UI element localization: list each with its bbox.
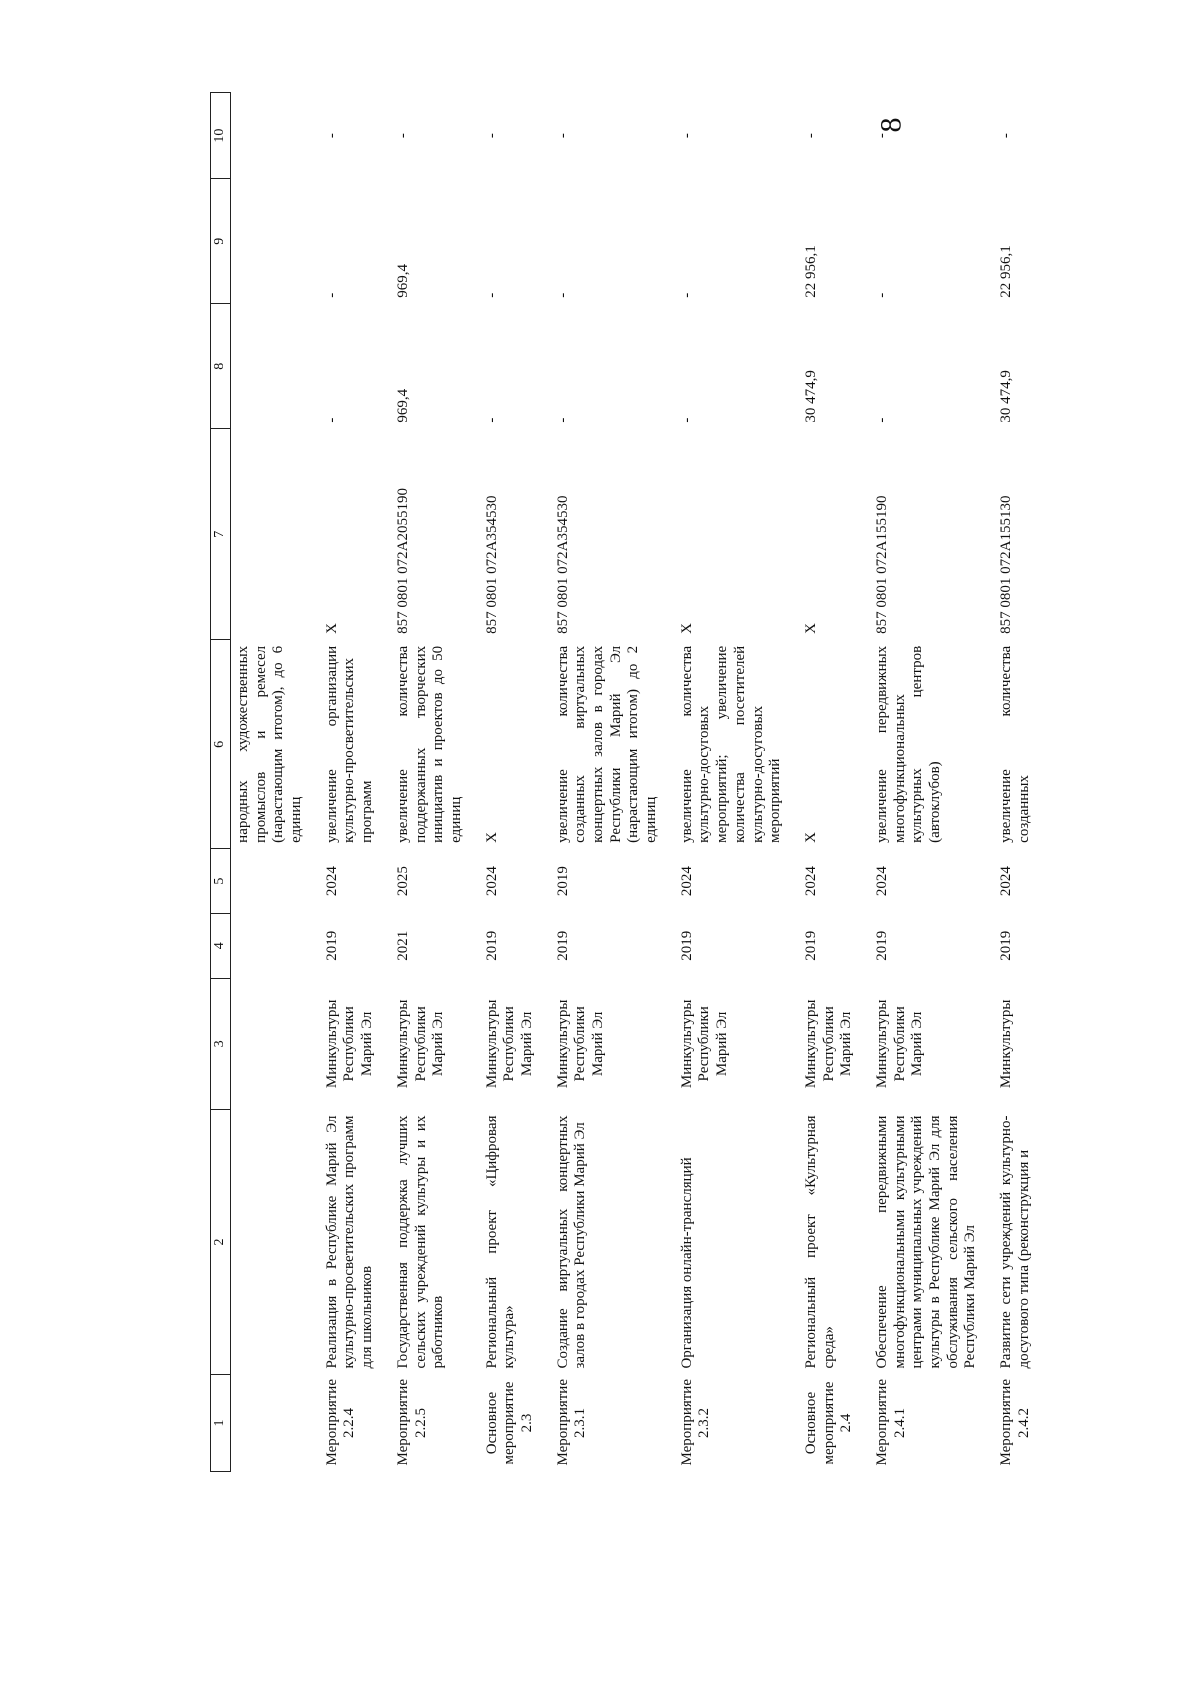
measure-number-cell: Мероприятие 2.3.2 (678, 1379, 713, 1466)
measure-number-cell: Основное мероприятие 2.4 (802, 1381, 855, 1465)
federal-budget-cell: - (678, 133, 695, 139)
start-year-cell: 2019 (802, 930, 819, 961)
federal-budget-cell: - (802, 133, 819, 139)
budget-classification-code-cell: 857 0801 072A155190 (873, 495, 890, 634)
total-financing-cell: - (678, 417, 695, 423)
federal-budget-cell (231, 93, 320, 179)
executor-cell: Минкультуры Республики Марий Эл (873, 999, 926, 1089)
federal-budget-cell: - (873, 133, 890, 139)
measure-number-cell: Мероприятие 2.4.2 (998, 1379, 1032, 1466)
end-year-cell: 2019 (554, 866, 571, 897)
budget-classification-code-cell: X (802, 622, 819, 634)
budget-classification-code-cell: X (323, 622, 340, 634)
start-year-cell (231, 913, 320, 978)
expected-result-cell: увеличение количества поддержанных творческих инициатив и проектов до 50 единиц (394, 645, 464, 843)
executor-cell: Минкультуры Республики Марий Эл (394, 999, 447, 1089)
executor-cell: Минкультуры Республики Марий Эл (678, 999, 731, 1089)
column-header: 3 (211, 978, 231, 1109)
table-row (675, 93, 799, 1472)
expected-result-cell: X (483, 831, 500, 843)
regional-budget-cell: - (678, 292, 695, 298)
program-measures-table (210, 92, 1047, 1472)
table-row (391, 93, 480, 1472)
program-measures-table-sheet (210, 92, 1032, 1472)
table-row (231, 93, 320, 1472)
start-year-cell: 2019 (873, 930, 890, 961)
expected-result-cell: увеличение количества созданных (998, 645, 1032, 843)
measure-name-cell: Государственная поддержка лучших сельских учреждений культуры и их работников (394, 1115, 447, 1369)
measure-number-cell: Мероприятие 2.4.1 (873, 1379, 908, 1466)
expected-result-cell: народных художественных промыслов и ремесел (нарастающим итогом), до 6 единиц (235, 645, 305, 843)
measure-number-cell: Мероприятие 2.2.4 (323, 1379, 358, 1466)
start-year-cell: 2019 (554, 930, 571, 961)
federal-budget-cell: - (394, 133, 411, 139)
measure-number-cell (231, 1375, 320, 1472)
start-year-cell: 2019 (678, 930, 695, 961)
budget-classification-code-cell: 857 0801 072A354530 (483, 495, 500, 634)
total-financing-cell: 969,4 (394, 388, 411, 423)
measure-name-cell: Развитие сети учреждений культурно-досугового типа (реконструкция и (998, 1115, 1032, 1369)
regional-budget-cell: - (554, 292, 571, 298)
budget-classification-code-cell: 857 0801 072A155130 (998, 495, 1015, 634)
executor-cell: Минкультуры (998, 999, 1015, 1089)
measure-name-cell: Обеспечение передвижными многофункциональными культурными центрами муниципальных учреждений культуры в Республике Марий Эл для обслуживания сельского населения Республики Марий Эл (873, 1115, 979, 1369)
executor-cell: Минкультуры Республики Марий Эл (483, 999, 535, 1089)
page-number: 8 (874, 117, 908, 133)
total-financing-cell: 30 474,9 (998, 370, 1015, 423)
column-header: 6 (211, 640, 231, 849)
measure-name-cell: Региональный проект «Цифровая культура» (483, 1115, 518, 1369)
expected-result-cell: увеличение количества культурно-досуговых мероприятий; увеличение количества посетителей культурно-досуговых мероприятий (678, 645, 784, 843)
column-header: 5 (211, 849, 231, 914)
measure-name-cell: Создание виртуальных концертных залов в городах Республики Марий Эл (554, 1115, 589, 1369)
expected-result-cell: X (802, 831, 819, 843)
table-body (231, 93, 1048, 1472)
regional-budget-cell: - (873, 292, 890, 298)
executor-cell: Минкультуры Республики Марий Эл (802, 999, 855, 1089)
total-financing-cell: - (323, 417, 340, 423)
executor-cell: Минкультуры Республики Марий Эл (554, 999, 606, 1089)
column-header: 4 (211, 913, 231, 978)
expected-result-cell: увеличение передвижных многофункциональных культурных центров (автоклубов) (873, 645, 943, 843)
budget-classification-code-cell: 857 0801 072A354530 (554, 495, 571, 634)
expected-result-cell: увеличение организации культурно-просветительских программ (323, 645, 376, 843)
table-row (994, 93, 1047, 1472)
budget-classification-code-cell: 857 0801 072A2055190 (394, 487, 411, 634)
start-year-cell: 2021 (394, 930, 411, 961)
measure-name-cell: Организация онлайн-трансляций (678, 1157, 695, 1369)
regional-budget-cell: - (323, 292, 340, 298)
regional-budget-cell: 22 956,1 (998, 245, 1015, 298)
total-financing-cell: - (483, 417, 500, 423)
column-header: 1 (211, 1375, 231, 1472)
column-number-header-row (211, 93, 231, 1472)
budget-classification-code-cell: X (678, 622, 695, 634)
measure-number-cell: Мероприятие 2.3.1 (554, 1379, 589, 1466)
table-row (480, 93, 551, 1472)
end-year-cell: 2025 (394, 866, 411, 897)
end-year-cell: 2024 (483, 866, 500, 897)
end-year-cell: 2024 (998, 866, 1015, 897)
column-header: 8 (211, 304, 231, 429)
end-year-cell: 2024 (873, 866, 890, 897)
end-year-cell: 2024 (802, 866, 819, 897)
start-year-cell: 2019 (998, 930, 1015, 961)
federal-budget-cell: - (323, 133, 340, 139)
total-financing-cell: - (554, 417, 571, 423)
column-header: 7 (211, 429, 231, 640)
regional-budget-cell: - (483, 292, 500, 298)
federal-budget-cell: - (554, 133, 571, 139)
column-header: 9 (211, 179, 231, 304)
total-financing-cell: - (873, 417, 890, 423)
column-header: 2 (211, 1110, 231, 1375)
table-row (320, 93, 391, 1472)
start-year-cell: 2019 (323, 930, 340, 961)
regional-budget-cell (231, 179, 320, 304)
end-year-cell: 2024 (323, 866, 340, 897)
federal-budget-cell: - (483, 133, 500, 139)
end-year-cell (231, 849, 320, 914)
end-year-cell: 2024 (678, 866, 695, 897)
regional-budget-cell: 969,4 (394, 263, 411, 298)
measure-number-cell: Мероприятие 2.2.5 (394, 1379, 429, 1466)
measure-number-cell: Основное мероприятие 2.3 (483, 1381, 535, 1465)
start-year-cell: 2019 (483, 930, 500, 961)
federal-budget-cell: - (998, 133, 1015, 139)
total-financing-cell: 30 474,9 (802, 370, 819, 423)
table-row (870, 93, 994, 1472)
regional-budget-cell: 22 956,1 (802, 245, 819, 298)
total-financing-cell (231, 304, 320, 429)
budget-classification-code-cell (231, 429, 320, 640)
table-row (799, 93, 870, 1472)
measure-name-cell: Региональный проект «Культурная среда» (802, 1115, 837, 1369)
table-row (551, 93, 675, 1472)
measure-name-cell: Реализация в Республике Марий Эл культурно-просветительских программ для школьников (323, 1115, 376, 1369)
measure-name-cell (231, 1110, 320, 1375)
expected-result-cell: увеличение количества созданных виртуальных концертных залов в городах Республики Марий Эл (нарастающим итогом) до 2 единиц (554, 645, 660, 843)
executor-cell: Минкультуры Республики Марий Эл (323, 999, 376, 1089)
column-header: 10 (211, 93, 231, 179)
executor-cell (231, 978, 320, 1109)
